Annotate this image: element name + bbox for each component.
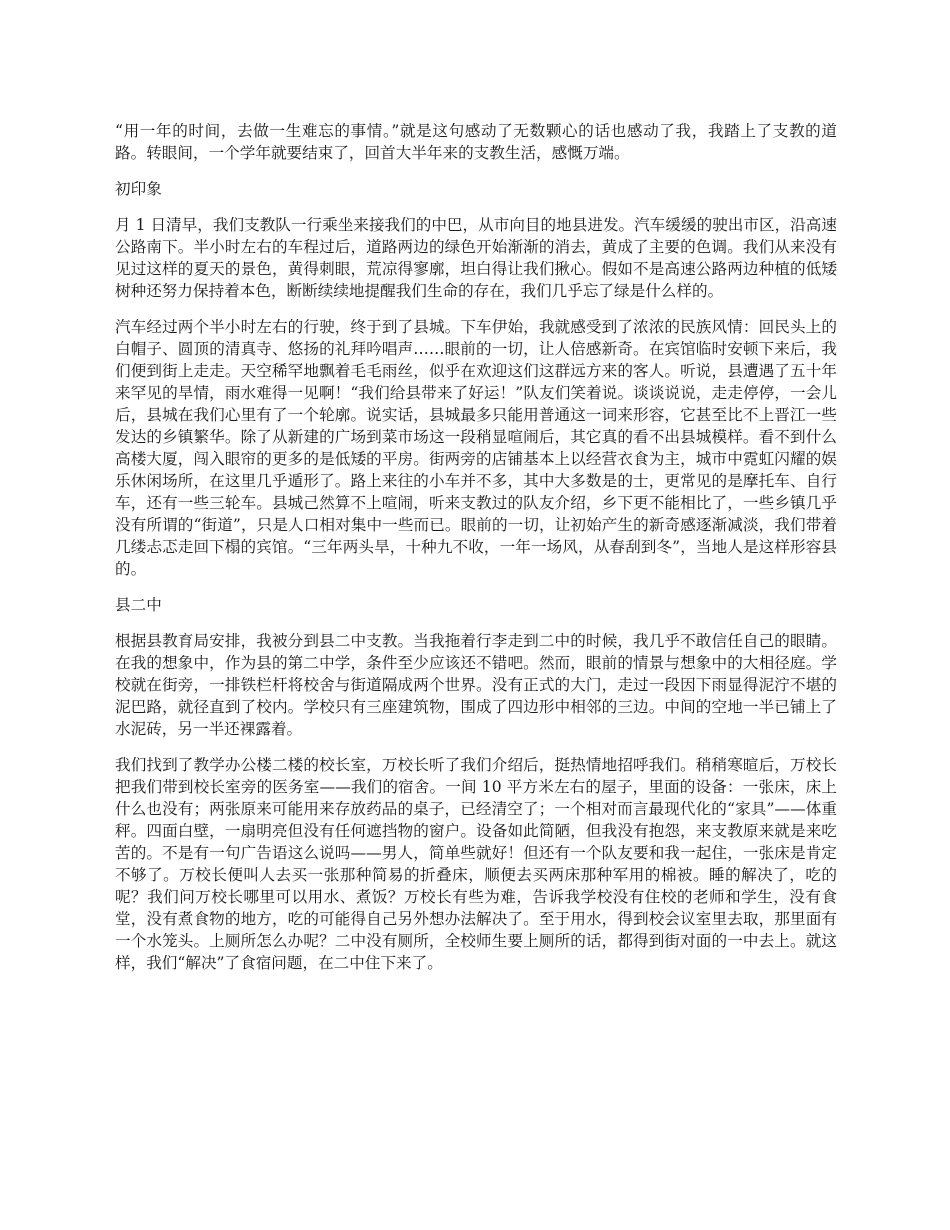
paragraph-county-town: 汽车经过两个半小时左右的行驶，终于到了县城。下车伊始，我就感受到了浓浓的民族风情：回民头上的白帽子、圆顶的清真寺、悠扬的礼拜吟唱声……眼前的一切，让人倍感新奇。在宾馆临时安顿下来后，我们便到街上走走。天空稀罕地飘着毛毛雨丝，似乎在欢迎这们这群远方来的客人。听说，县遭遇了五十年来罕见的旱情，雨水难得一见啊！“我们给县带来了好运！”队友们笑着说。谈谈说说，走走停停，一会儿后，县城在我们心里有了一个轮廓。说实话，县城最多只能用普通这一词来形容，它甚至比不上晋江一些发达的乡镇繁华。除了从新建的广场到菜市场这一段稍显喧闹后，其它真的看不出县城模样。看不到什么高楼大厦，闯入眼帘的更多的是低矮的平房。街两旁的店铺基本上以经营衣食为主，城市中霓虹闪耀的娱乐休闲场所，在这里几乎遁形了。路上来往的小车并不多，其中大多数是的士，更常见的是摩托车、自行车，还有一些三轮车。县城己然算不上喧闹，听来支教过的队友介绍，乡下更不能相比了，一些乡镇几乎没有所谓的“街道”，只是人口相对集中一些而已。眼前的一切，让初始产生的新奇感逐渐减淡，我们带着几缕忐忑走回下榻的宾馆。“三年两头旱，十种九不收，一年一场风，从春刮到冬”，当地人是这样形容县的。 bbox=[115, 318, 837, 578]
paragraph-school-arrival: 根据县教育局安排，我被分到县二中支教。当我拖着行李走到二中的时候，我几乎不敢信任自己的眼睛。在我的想象中，作为县的第二中学，条件至少应该还不错吧。然而，眼前的情景与想象中的大相径庭。学校就在街旁，一排铁栏杆将校舍与街道隔成两个世界。没有正式的大门，走过一段因下雨显得泥泞不堪的泥巴路，就径直到了校内。学校只有三座建筑物，围成了四边形中相邻的三边。中间的空地一半已铺上了水泥砖，另一半还裸露着。 bbox=[115, 632, 837, 738]
section-heading-second-school: 县二中 bbox=[115, 596, 162, 614]
document-body bbox=[115, 120, 837, 988]
section-heading-first-impression: 初印象 bbox=[115, 180, 162, 198]
intro-paragraph: “用一年的时间，去做一生难忘的事情。”就是这句感动了无数颗心的话也感动了我，我踏上了支教的道路。转眼间，一个学年就要结束了，回首大半年来的支教生活，感慨万端。 bbox=[115, 122, 837, 162]
paragraph-dormitory: 我们找到了教学办公楼二楼的校长室，万校长听了我们介绍后，挺热情地招呼我们。稍稍寒暄后，万校长把我们带到校长室旁的医务室——我们的宿舍。一间 10 平方米左右的屋子，里面的设备：一张床，床上什么也没有；两张原来可能用来存放药品的桌子，已经清空了；一个相对而言最现代化的“家具”——体重秤。四面白壁，一扇明亮但没有任何遮挡物的窗户。设备如此简陋，但我没有抱怨，来支教原来就是来吃苦的。不是有一句广告语这么说吗——男人，简单些就好！但还有一个队友要和我一起住，一张床是肯定不够了。万校长便叫人去买一张那种简易的折叠床，顺便去买两床那种军用的棉被。睡的解决了，吃的呢？我们问万校长哪里可以用水、煮饭？万校长有些为难，告诉我学校没有住校的老师和学生，没有食堂，没有煮食物的地方，吃的可能得自己另外想办法解决了。至于用水，得到校会议室里去取，那里面有一个水笼头。上厕所怎么办呢？二中没有厕所，全校师生要上厕所的话，都得到街对面的一中去上。就这样，我们“解决”了食宿问题，在二中住下来了。 bbox=[115, 756, 837, 972]
paragraph-journey: 月 1 日清早，我们支教队一行乘坐来接我们的中巴，从市向目的地县进发。汽车缓缓的驶出市区，沿高速公路南下。半小时左右的车程过后，道路两边的绿色开始渐渐的消去，黄成了主要的色调。我们从来没有见过这样的夏天的景色，黄得刺眼，荒凉得寥廓，坦白得让我们揪心。假如不是高速公路两边种植的低矮树种还努力保持着本色，断断续续地提醒我们生命的存在，我们几乎忘了绿是什么样的。 bbox=[115, 216, 837, 300]
